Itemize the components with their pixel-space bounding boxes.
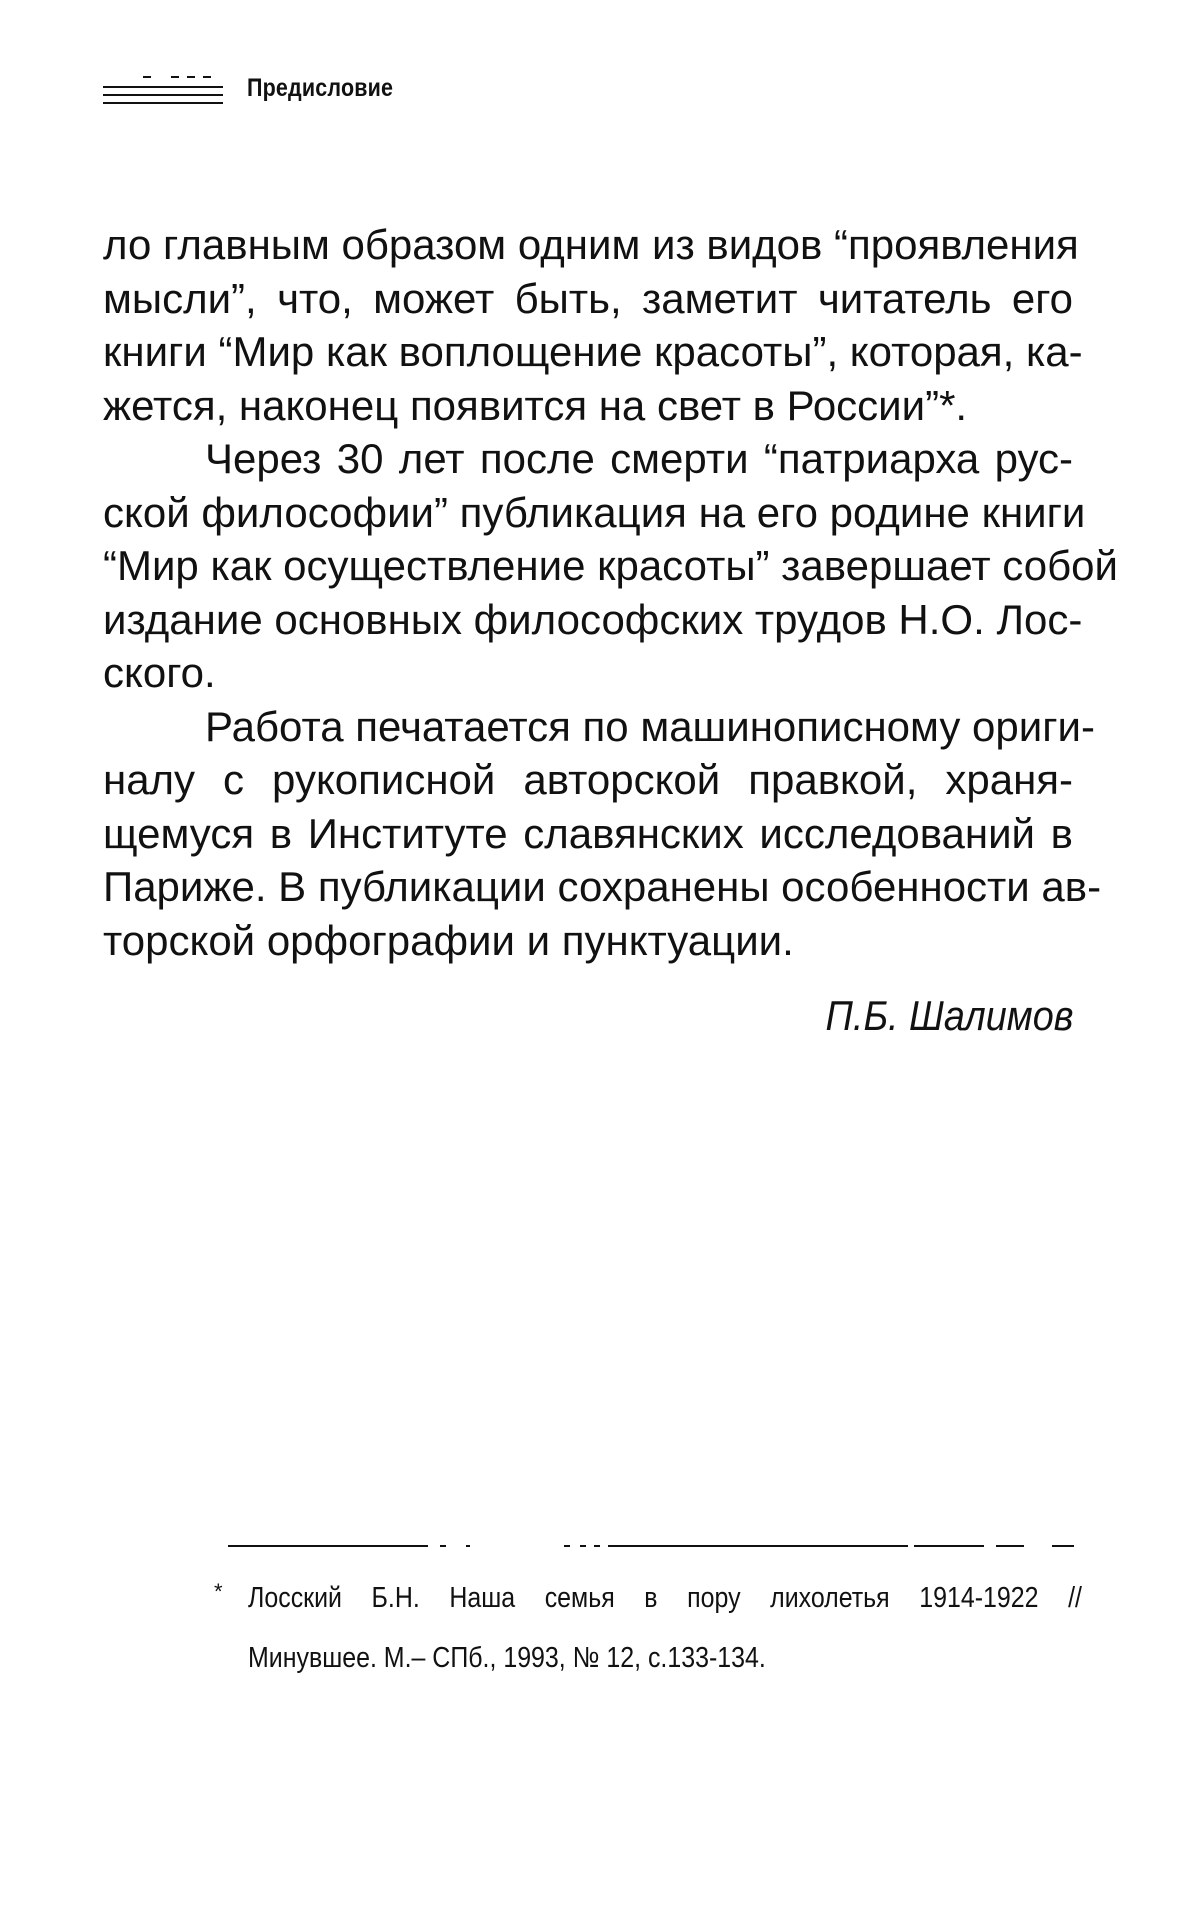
separator-segment [580, 1545, 586, 1547]
footnote-text [248, 1568, 1084, 1688]
text-line: “Мир как осуществление красоты” завершает собой [103, 542, 1118, 589]
separator-segment [1052, 1545, 1074, 1547]
paragraph-2 [103, 432, 1118, 700]
paragraph-1 [103, 218, 1083, 432]
author-signature: П.Б. Шалимов [825, 992, 1073, 1039]
text-line: мысли”, что, может быть, заметит читатель его [103, 274, 1073, 322]
text-line: ской философии” публикация на его родине книги [103, 488, 1086, 536]
header-rule-tick [143, 76, 151, 78]
text-line: жется, наконец появится на свет в России”*. [103, 381, 968, 429]
header-rule-tick [171, 76, 179, 78]
text-line: налу с рукописной авторской правкой, храня- [103, 756, 1073, 803]
text-line: Париже. В публикации сохранены особенности ав- [103, 863, 1102, 910]
separator-segment [996, 1545, 1024, 1547]
separator-segment [440, 1545, 446, 1547]
separator-segment [914, 1545, 984, 1547]
header-rule-ornament [103, 72, 223, 112]
text-line: щемуся в Институте славянских исследований в [103, 809, 1073, 857]
text-line: Через 30 лет после смерти “патриарха рус- [205, 435, 1073, 482]
header-rule-line [103, 86, 223, 88]
separator-segment [228, 1545, 428, 1547]
text-line: ло главным образом одним из видов “проявления [103, 221, 1079, 268]
separator-segment [608, 1545, 908, 1547]
footnote [214, 1568, 1084, 1688]
separator-segment [564, 1545, 570, 1547]
footnote-separator [228, 1545, 1074, 1548]
separator-segment [466, 1545, 470, 1547]
main-text [103, 218, 1118, 967]
text-line: издание основных философских трудов Н.О. Лос- [103, 595, 1083, 643]
running-header-title: Предисловие [247, 74, 394, 102]
text-line: книги “Мир как воплощение красоты”, которая, ка- [103, 328, 1083, 375]
footnote-marker: * [214, 1579, 223, 1604]
text-line: торской орфографии и пунктуации. [103, 916, 794, 964]
header-rule-line [103, 94, 223, 96]
header-rule-line [103, 102, 223, 104]
paragraph-3 [103, 700, 1102, 968]
footnote-line: Минувшее. М.– СПб., 1993, № 12, с.133-134. [248, 1642, 766, 1674]
separator-segment [594, 1545, 600, 1547]
text-line: ского. [103, 649, 216, 696]
header-rule-tick [203, 76, 211, 78]
running-header [103, 72, 503, 112]
header-rule-tick [187, 76, 195, 78]
footnote-line: Лосский Б.Н. Наша семья в пору лихолетья 1914-1922 // [248, 1582, 1082, 1614]
text-line: Работа печатается по машинописному ориги- [205, 702, 1095, 750]
